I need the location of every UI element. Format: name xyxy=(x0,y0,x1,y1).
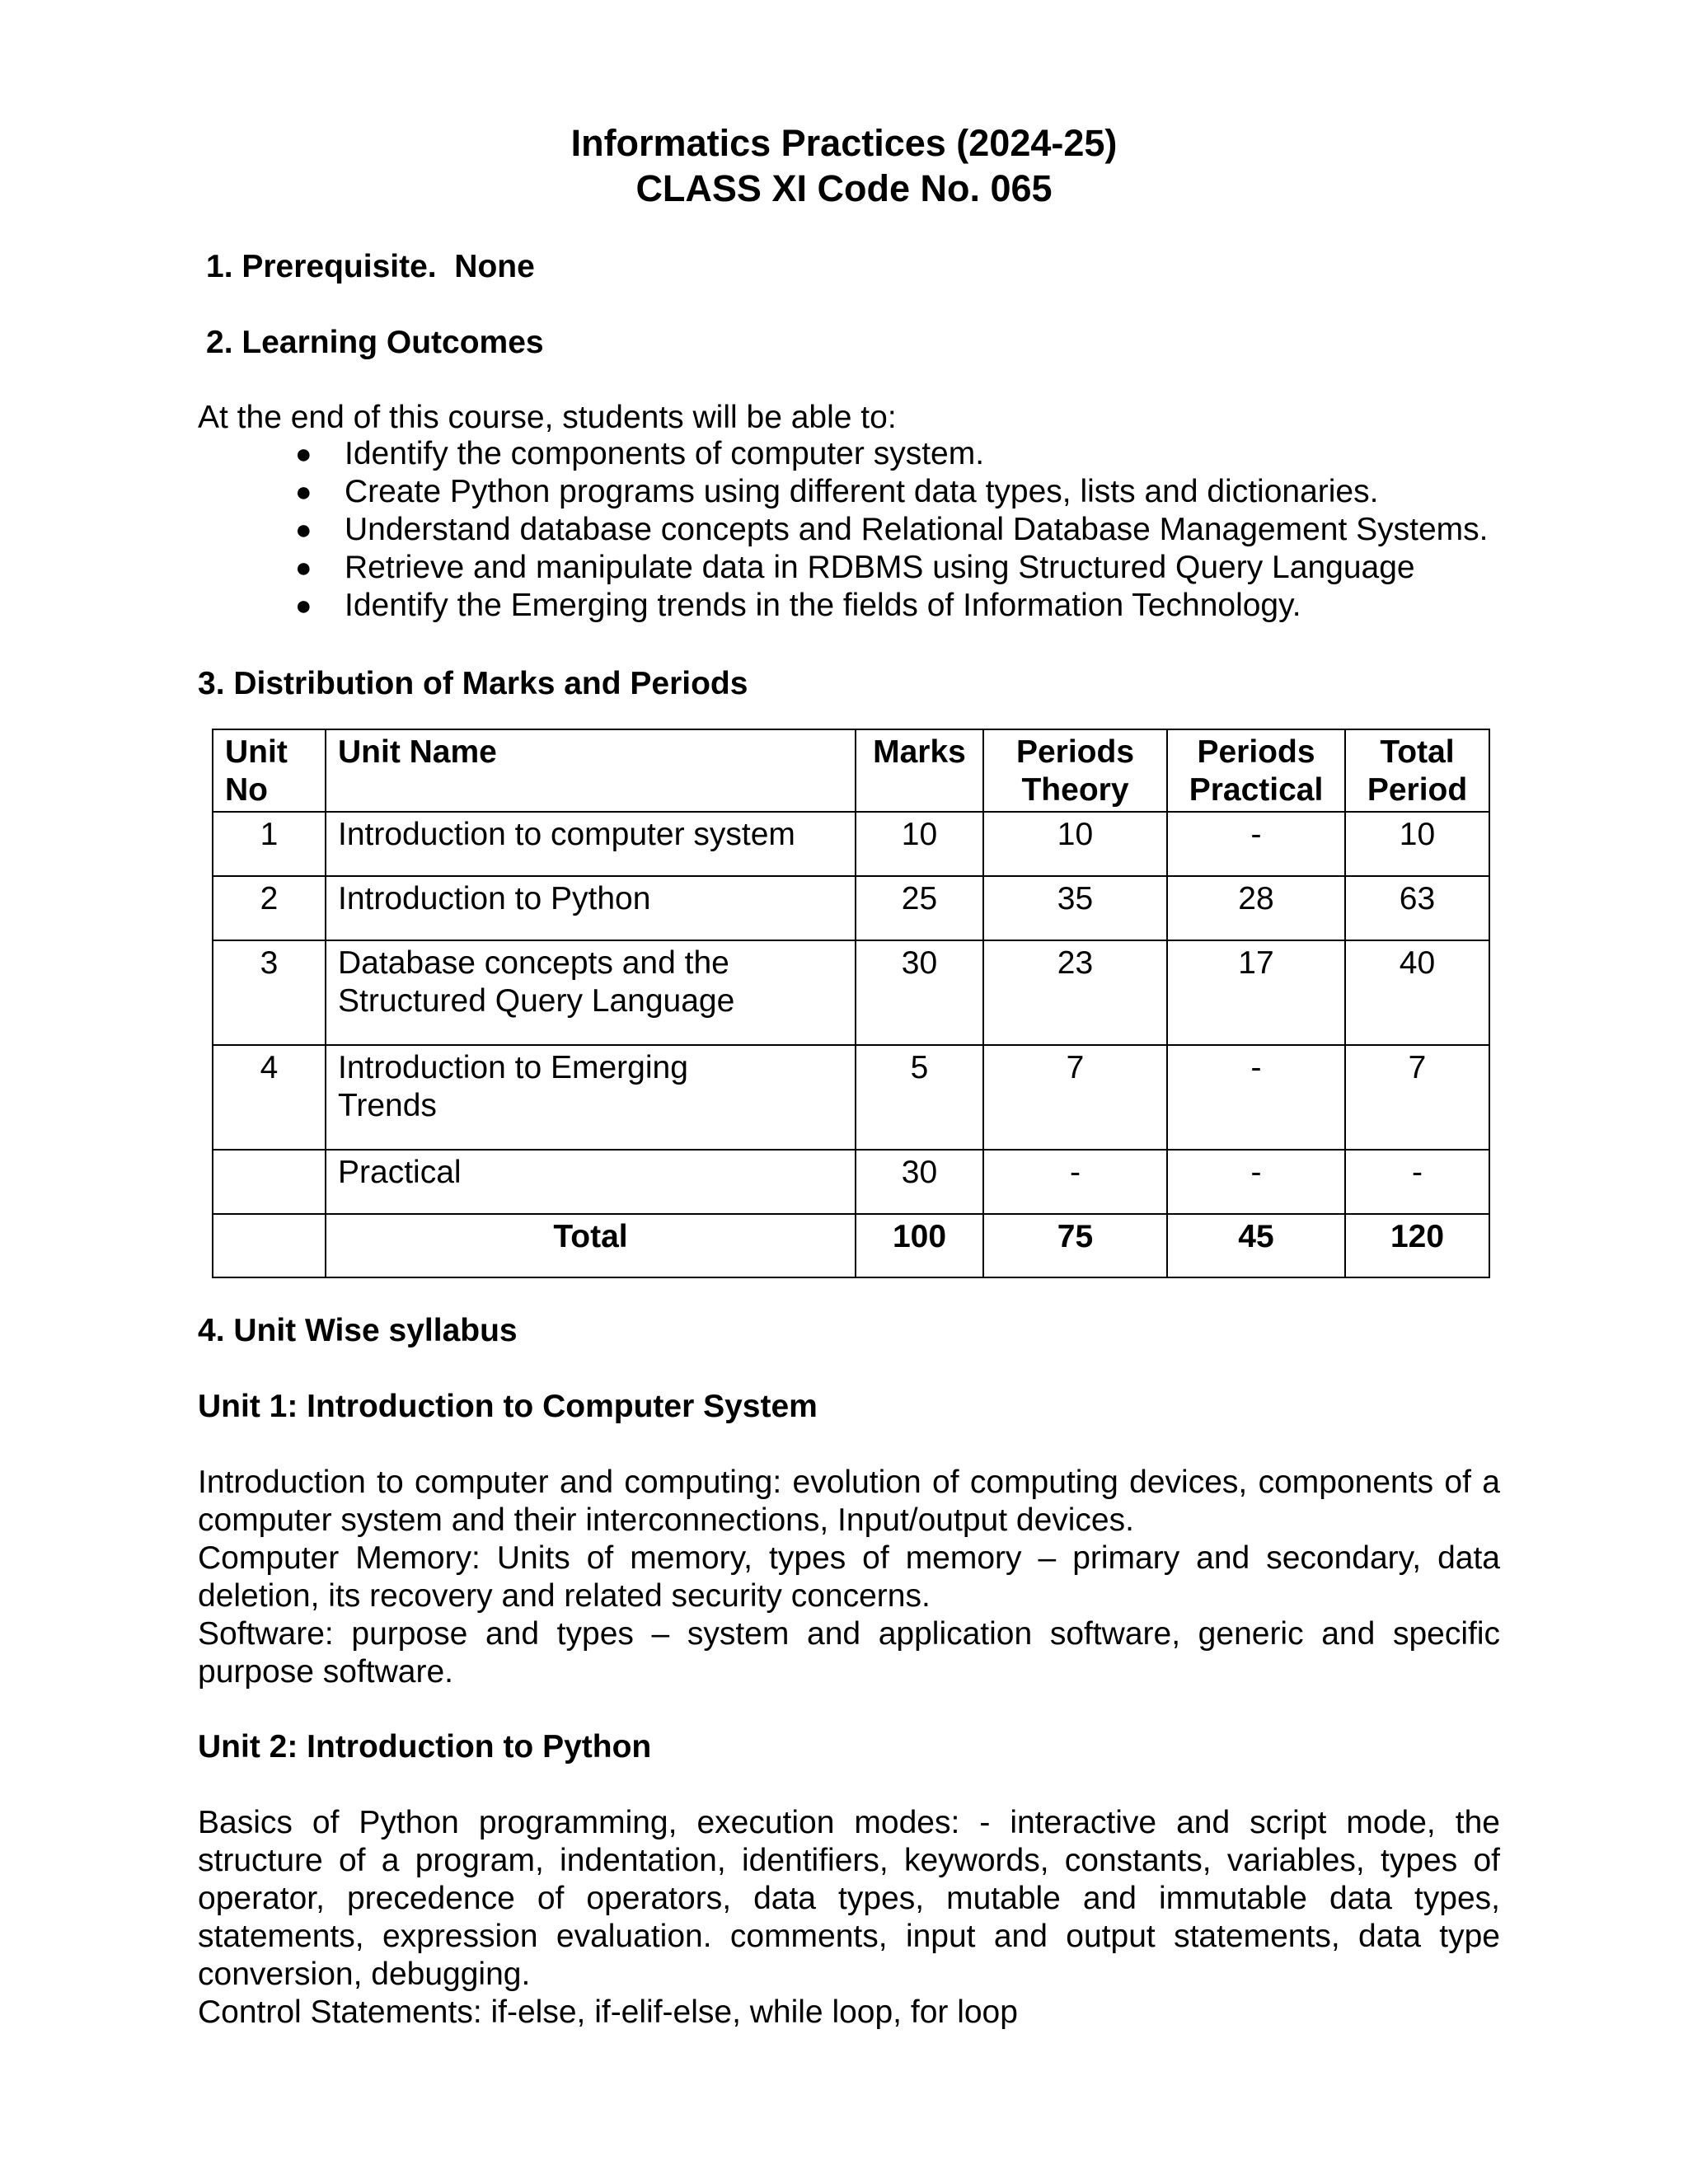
unit1-heading: Unit 1: Introduction to Computer System xyxy=(198,1389,818,1424)
cell-periods-practical: 17 xyxy=(1167,940,1345,1045)
cell-periods-theory: 10 xyxy=(983,812,1167,876)
table-header-row xyxy=(213,729,1489,812)
cell-total-period: - xyxy=(1345,1150,1489,1214)
cell-periods-practical: - xyxy=(1167,1150,1345,1214)
header-unit-no: Unit No xyxy=(213,729,326,812)
cell-unit-no: 4 xyxy=(213,1045,326,1150)
cell-marks: 10 xyxy=(856,812,983,876)
cell-marks: 25 xyxy=(856,876,983,940)
list-item: ● Retrieve and manipulate data in RDBMS using Structured Query Language xyxy=(295,550,1415,585)
cell-unit-no xyxy=(213,1214,326,1277)
table-row xyxy=(213,940,1489,1045)
list-item: ● Identify the components of computer system. xyxy=(295,436,985,471)
table-row xyxy=(213,1150,1489,1214)
unit-wise-syllabus-heading: 4. Unit Wise syllabus xyxy=(198,1313,518,1348)
document-title-line1: Informatics Practices (2024-25) xyxy=(570,122,1118,164)
distribution-heading: 3. Distribution of Marks and Periods xyxy=(198,666,748,701)
list-item: ● Create Python programs using different data types, lists and dictionaries. xyxy=(295,474,1379,509)
cell-periods-theory: - xyxy=(983,1150,1167,1214)
bullet-icon: ● xyxy=(295,438,312,470)
cell-total-period: 120 xyxy=(1345,1214,1489,1277)
bullet-icon: ● xyxy=(295,514,312,546)
list-item: ● Identify the Emerging trends in the fields of Information Technology. xyxy=(295,588,1301,623)
header-unit-name: Unit Name xyxy=(326,729,856,812)
cell-periods-theory: 23 xyxy=(983,940,1167,1045)
table-row xyxy=(213,1045,1489,1150)
cell-marks: 5 xyxy=(856,1045,983,1150)
unit2-paragraph-control: Control Statements: if-else, if-elif-else, while loop, for loop xyxy=(198,1994,1018,2030)
bullet-icon: ● xyxy=(295,476,312,508)
unit2-heading: Unit 2: Introduction to Python xyxy=(198,1729,652,1765)
cell-unit-no: 2 xyxy=(213,876,326,940)
cell-total-period: 40 xyxy=(1345,940,1489,1045)
learning-outcomes-heading: 2. Learning Outcomes xyxy=(206,325,544,360)
cell-total-period: 10 xyxy=(1345,812,1489,876)
cell-total-period: 63 xyxy=(1345,876,1489,940)
unit1-paragraph-computing: Introduction to computer and computing: evolution of computing devices, components of a computer system and their interconnections, Input/output devices. xyxy=(198,1465,1500,1538)
cell-periods-theory: 7 xyxy=(983,1045,1167,1150)
cell-total-marks: 100 xyxy=(856,1214,983,1277)
cell-total-period: 7 xyxy=(1345,1045,1489,1150)
cell-unit-name: Practical xyxy=(326,1150,856,1214)
cell-unit-no xyxy=(213,1150,326,1214)
cell-unit-name: Introduction to computer system xyxy=(326,812,856,876)
document-title-line2: CLASS XI Code No. 065 xyxy=(635,167,1053,209)
cell-marks: 30 xyxy=(856,940,983,1045)
cell-unit-name: Introduction to Emerging Trends xyxy=(326,1045,856,1150)
unit2-paragraph-basics: Basics of Python programming, execution modes: - interactive and script mode, the structure of a program, indentation, identifiers, keywords, constants, variables, types of operator, precedence of operators, data types, mutable and immutable data types, statements, expression evaluation. comments, input and output statements, data type conversion, debugging. xyxy=(198,1805,1500,1992)
bullet-icon: ● xyxy=(295,552,312,583)
cell-total-theory: 75 xyxy=(983,1214,1167,1277)
header-periods-practical: Periods Practical xyxy=(1167,729,1345,812)
cell-marks: 30 xyxy=(856,1150,983,1214)
cell-unit-name: Database concepts and the Structured Query Language xyxy=(326,940,856,1045)
table-row xyxy=(213,812,1489,876)
header-periods-theory: Periods Theory xyxy=(983,729,1167,812)
bullet-icon: ● xyxy=(295,590,312,621)
unit1-paragraph-memory: Computer Memory: Units of memory, types of memory – primary and secondary, data deletion, its recovery and related security concerns. xyxy=(198,1540,1500,1614)
header-marks: Marks xyxy=(856,729,983,812)
cell-periods-theory: 35 xyxy=(983,876,1167,940)
table-total-row xyxy=(213,1214,1489,1277)
cell-periods-practical: - xyxy=(1167,812,1345,876)
learning-outcomes-intro: At the end of this course, students will be able to: xyxy=(198,400,897,435)
cell-periods-practical: 28 xyxy=(1167,876,1345,940)
cell-total-label: Total xyxy=(326,1214,856,1277)
marks-periods-table xyxy=(212,729,1490,1278)
cell-unit-no: 1 xyxy=(213,812,326,876)
table-row xyxy=(213,876,1489,940)
unit1-paragraph-software: Software: purpose and types – system and application software, generic and specific purpose software. xyxy=(198,1616,1500,1690)
learning-outcomes-list xyxy=(198,435,1489,625)
cell-total-practical: 45 xyxy=(1167,1214,1345,1277)
cell-unit-no: 3 xyxy=(213,940,326,1045)
cell-periods-practical: - xyxy=(1167,1045,1345,1150)
prerequisite-heading: 1. Prerequisite. None xyxy=(206,249,535,284)
header-total-period: Total Period xyxy=(1345,729,1489,812)
list-item: ● Understand database concepts and Relational Database Management Systems. xyxy=(295,512,1489,547)
cell-unit-name: Introduction to Python xyxy=(326,876,856,940)
